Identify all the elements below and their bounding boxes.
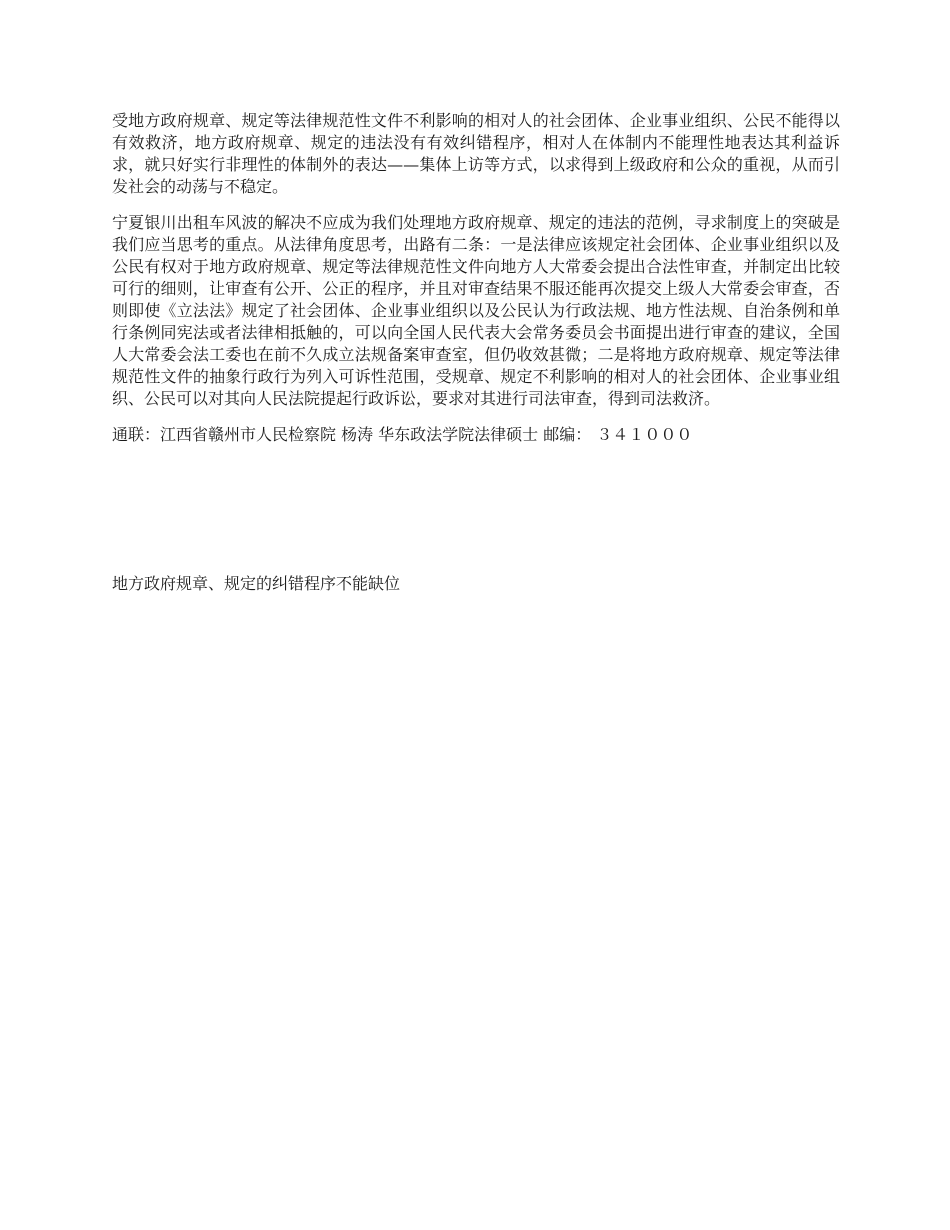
document-body: [112, 110, 840, 446]
contact-line: 通联：江西省赣州市人民检察院 杨涛 华东政法学院法律硕士 邮编： ３４１０００: [112, 425, 693, 444]
paragraph-1: 受地方政府规章、规定等法律规范性文件不利影响的相对人的社会团体、企业事业组织、公民不能得以有效救济，地方政府规章、规定的违法没有有效纠错程序，相对人在体制内不能理性地表达其利益诉求，就只好实行非理性的体制外的表达——集体上访等方式，以求得到上级政府和公众的重视，从而引发社会的动荡与不稳定。: [112, 111, 840, 196]
article-title: 地方政府规章、规定的纠错程序不能缺位: [112, 574, 401, 593]
paragraph-2: 宁夏银川出租车风波的解决不应成为我们处理地方政府规章、规定的违法的范例，寻求制度上的突破是我们应当思考的重点。从法律角度思考，出路有二条：一是法律应该规定社会团体、企业事业组织以及公民有权对于地方政府规章、规定等法律规范性文件向地方人大常委会提出合法性审查，并制定出比较可行的细则，让审查有公开、公正的程序，并且对审查结果不服还能再次提交上级人大常委会审查，否则即使《立法法》规定了社会团体、企业事业组织以及公民认为行政法规、地方性法规、自治条例和单行条例同宪法或者法律相抵触的，可以向全国人民代表大会常务委员会书面提出进行审查的建议，全国人大常委会法工委也在前不久成立法规备案审查室，但仍收效甚微；二是将地方政府规章、规定等法律规范性文件的抽象行政行为列入可诉性范围，受规章、规定不利影响的相对人的社会团体、企业事业组织、公民可以对其向人民法院提起行政诉讼，要求对其进行司法审查，得到司法救济。: [112, 213, 840, 408]
